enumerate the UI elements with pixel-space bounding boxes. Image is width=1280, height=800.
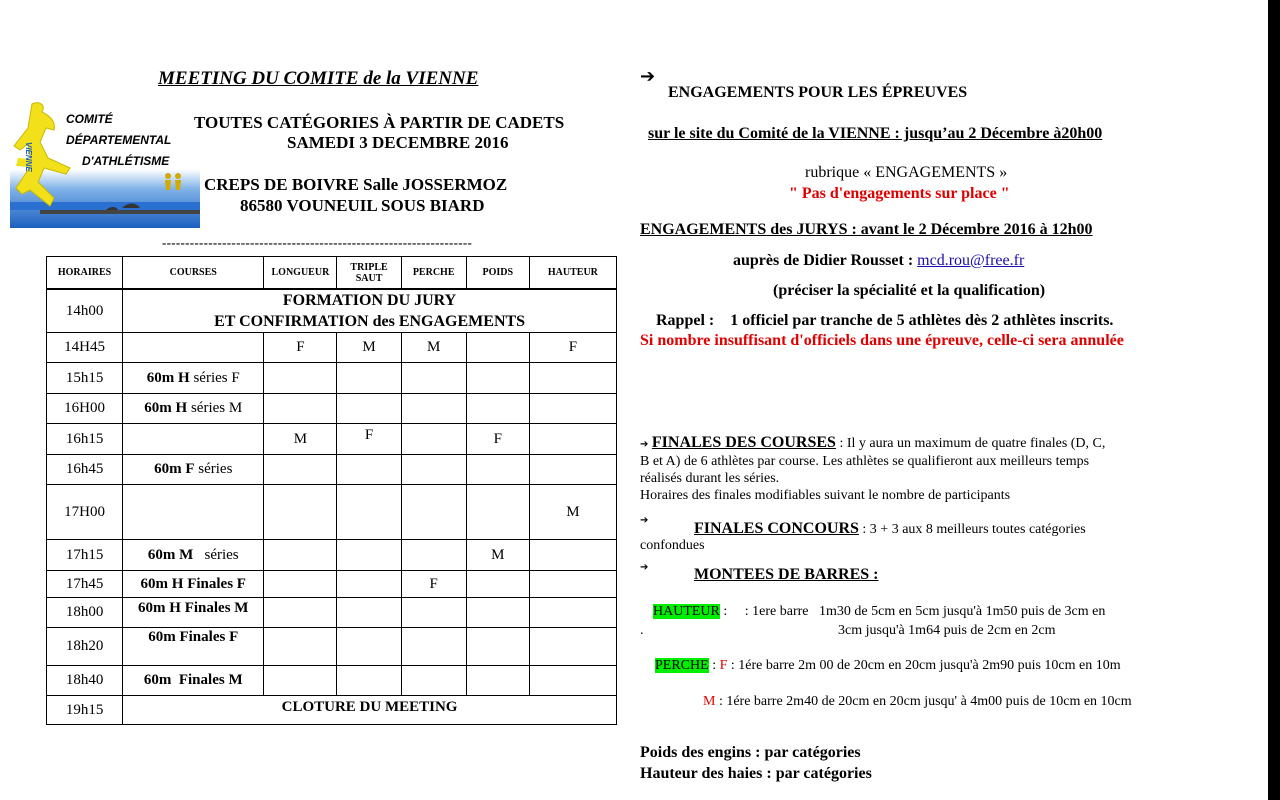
hauteur-cell	[529, 540, 616, 571]
perche-cell	[401, 424, 466, 455]
time-cell: 17H00	[47, 485, 123, 540]
course-detail: séries	[194, 461, 233, 477]
longueur-cell: F	[264, 333, 337, 363]
perche-cell: M	[401, 333, 466, 363]
table-row	[47, 571, 617, 598]
course-cell	[123, 333, 264, 363]
hauteur-text2: 3cm jusqu'à 1m64 puis de 2cm en 2cm	[838, 623, 1056, 638]
course-cell	[123, 455, 264, 485]
triple-saut-cell	[337, 455, 401, 485]
hauteur-cell	[529, 394, 616, 424]
contact-line	[733, 252, 1024, 270]
table-row	[47, 394, 617, 424]
triple-saut-cell	[337, 666, 401, 696]
triple-saut-cell	[337, 540, 401, 571]
table-row	[47, 485, 617, 540]
perche-f-line	[655, 658, 1121, 674]
triple-saut-cell: F	[337, 424, 401, 455]
course-name: 60m M	[147, 546, 194, 563]
finales-concours-text2: confondues	[640, 538, 705, 553]
course-detail: séries M	[187, 400, 243, 416]
poids-cell: F	[466, 424, 529, 455]
hauteur-cell	[529, 363, 616, 394]
hauteur-cell: M	[529, 485, 616, 540]
arrow-icon: ➔	[640, 66, 656, 87]
poids-cell	[466, 485, 529, 540]
time-cell: 16h15	[47, 424, 123, 455]
venue-line: CREPS DE BOIVRE Salle JOSSERMOZ	[204, 175, 508, 194]
longueur-cell	[264, 540, 337, 571]
montees-title: MONTEES DE BARRES :	[694, 566, 879, 583]
schedule-table	[46, 256, 617, 725]
longueur-cell	[264, 666, 337, 696]
perche-cell	[401, 540, 466, 571]
categories-line: TOUTES CATÉGORIES À PARTIR DE CADETS	[194, 113, 565, 132]
address-line: 86580 VOUNEUIL SOUS BIARD	[240, 196, 485, 215]
time-cell: 17h15	[47, 540, 123, 571]
perche-cell	[401, 455, 466, 485]
perche-cell	[401, 363, 466, 394]
table-row	[47, 540, 617, 571]
hauteur-dot: .	[640, 623, 644, 638]
engagements-title: ENGAGEMENTS POUR LES ÉPREUVES	[668, 84, 968, 101]
time-cell: 14h00	[47, 289, 123, 333]
triple-saut-cell: M	[337, 333, 401, 363]
triple-saut-cell	[337, 363, 401, 394]
table-row	[47, 455, 617, 485]
time-cell: 14H45	[47, 333, 123, 363]
course-cell	[123, 363, 264, 394]
logo-line-athletisme: D'ATHLÉTISME	[82, 154, 170, 168]
finales-courses-text1: : Il y aura un maximum de quatre finales (D, C,	[835, 436, 1106, 451]
time-cell: 18h40	[47, 666, 123, 696]
perche-m-text: : 1ére barre 2m40 de 20cm en 20cm jusqu' à 4m00 puis de 10cm en 10cm	[715, 694, 1132, 709]
course-name: 60m H	[144, 400, 188, 416]
poids-cell	[466, 455, 529, 485]
course-detail: séries F	[189, 369, 240, 386]
rappel-label: Rappel	[656, 312, 705, 329]
time-cell: 17h45	[47, 571, 123, 598]
longueur-cell	[264, 628, 337, 666]
rappel-warning: Si nombre insuffisant d'officiels dans une épreuve, celle-ci sera annulée	[640, 332, 1124, 349]
course-detail: séries	[193, 546, 239, 563]
course-cell: 60m H Finales F	[123, 571, 264, 598]
finales-courses-text4: Horaires des finales modifiables suivant le nombre de participants	[640, 488, 1011, 503]
no-place-warning: " Pas d'engagements sur place "	[789, 185, 1010, 202]
hauteur-cell	[529, 571, 616, 598]
col-header-poids: POIDS	[466, 257, 529, 290]
table-row	[47, 696, 617, 725]
longueur-cell	[264, 598, 337, 628]
jury-formation-cell	[123, 289, 617, 333]
perche-colon: :	[708, 658, 720, 673]
logo-line-departemental: DÉPARTEMENTAL	[66, 133, 172, 147]
jurys-deadline-line: ENGAGEMENTS des JURYS : avant le 2 Décembre 2016 à 12h00	[640, 221, 1093, 238]
poids-cell	[466, 628, 529, 666]
finales-courses-text2: B et A) de 6 athlètes par course. Les athlètes se qualifieront aux meilleurs temps	[640, 454, 1090, 469]
course-cell	[123, 485, 264, 540]
perche-m-label: M	[703, 694, 716, 709]
finales-concours-line	[694, 520, 1086, 538]
email-link[interactable]: mcd.rou@free.fr	[917, 252, 1025, 269]
course-cell	[123, 540, 264, 571]
perche-f-text: : 1ére barre 2m 00 de 20cm en 20cm jusqu'à 2m90 puis 10cm en 10m	[727, 658, 1121, 673]
hauteur-cell	[529, 628, 616, 666]
poids-cell	[466, 666, 529, 696]
longueur-cell	[264, 485, 337, 540]
finales-concours-title: FINALES CONCOURS	[694, 520, 859, 537]
col-header-horaires: HORAIRES	[47, 257, 123, 290]
perche-cell	[401, 666, 466, 696]
poids-cell	[466, 394, 529, 424]
time-cell: 16H00	[47, 394, 123, 424]
rappel-line	[656, 312, 1113, 330]
course-cell	[123, 424, 264, 455]
date-line: SAMEDI 3 DECEMBRE 2016	[287, 133, 509, 152]
course-name: 60m F	[154, 461, 195, 477]
hauteur-cell	[529, 455, 616, 485]
course-name: 60m H	[146, 369, 190, 386]
hauteur-line	[653, 604, 1105, 620]
triple-saut-cell	[337, 571, 401, 598]
course-cell: 60m Finales M	[123, 666, 264, 696]
perche-m-line	[703, 694, 1132, 710]
perche-cell	[401, 628, 466, 666]
hauteur-cell: F	[529, 333, 616, 363]
longueur-cell	[264, 571, 337, 598]
longueur-cell	[264, 455, 337, 485]
col-header-perche: PERCHE	[401, 257, 466, 290]
time-cell: 15h15	[47, 363, 123, 394]
poids-cell: M	[466, 540, 529, 571]
longueur-cell	[264, 363, 337, 394]
arrow-icon: ➔	[640, 562, 649, 573]
poids-cell	[466, 571, 529, 598]
logo-side-vienne: VIENNE	[24, 142, 33, 172]
table-row	[47, 289, 617, 333]
col-header-triple-saut: TRIPLE SAUT	[337, 257, 401, 290]
perche-cell: F	[401, 571, 466, 598]
contact-label: auprès de Didier Rousset :	[733, 252, 918, 269]
time-cell: 16h45	[47, 455, 123, 485]
poids-engins-line: Poids des engins : par catégories	[640, 744, 861, 761]
perche-label: PERCHE	[655, 658, 709, 673]
comite-logo	[10, 98, 200, 228]
col-header-courses: COURSES	[123, 257, 264, 290]
col-header-longueur: LONGUEUR	[264, 257, 337, 290]
longueur-cell: M	[264, 424, 337, 455]
preciser-line: (préciser la spécialité et la qualification)	[773, 282, 1046, 299]
time-cell: 18h20	[47, 628, 123, 666]
table-row	[47, 598, 617, 628]
rubrique-line: rubrique « ENGAGEMENTS »	[805, 164, 1008, 181]
perche-cell	[401, 394, 466, 424]
finales-concours-text1: : 3 + 3 aux 8 meilleurs toutes catégories	[858, 522, 1086, 537]
time-cell: 19h15	[47, 696, 123, 725]
table-row	[47, 363, 617, 394]
hauteur-label: HAUTEUR	[653, 604, 720, 619]
triple-saut-cell	[337, 598, 401, 628]
hauteur-haies-line: Hauteur des haies : par catégories	[640, 765, 872, 782]
course-cell: 60m H Finales M	[123, 598, 264, 628]
table-row	[47, 628, 617, 666]
rappel-text: : 1 officiel par tranche de 5 athlètes dès 2 athlètes inscrits.	[704, 312, 1114, 329]
dashed-separator: -------------------------------------------------------------------	[162, 235, 473, 250]
table-row	[47, 333, 617, 363]
poids-cell	[466, 598, 529, 628]
course-cell: 60m Finales F	[123, 628, 264, 666]
triple-saut-cell	[337, 394, 401, 424]
poids-cell	[466, 363, 529, 394]
table-header-row	[47, 257, 617, 290]
table-row	[47, 666, 617, 696]
longueur-cell	[264, 394, 337, 424]
hauteur-text1: : : 1ere barre 1m30 de 5cm en 5cm jusqu'à 1m50 puis de 3cm en	[719, 604, 1106, 619]
arrow-icon: ➔	[640, 439, 649, 450]
col-header-hauteur: HAUTEUR	[529, 257, 616, 290]
finales-courses-title: FINALES DES COURSES	[651, 434, 836, 451]
course-cell	[123, 394, 264, 424]
perche-cell	[401, 485, 466, 540]
table-row	[47, 424, 617, 455]
poids-cell	[466, 333, 529, 363]
jury-formation-line2: ET CONFIRMATION des ENGAGEMENTS	[214, 313, 526, 330]
closing-cell: CLOTURE DU MEETING	[123, 696, 617, 725]
finales-courses-block	[640, 434, 1105, 504]
site-deadline-line: sur le site du Comité de la VIENNE : jusqu’au 2 Décembre à20h00	[648, 125, 1103, 142]
arrow-icon: ➔	[640, 515, 649, 526]
hauteur-cell	[529, 598, 616, 628]
time-cell: 18h00	[47, 598, 123, 628]
perche-cell	[401, 598, 466, 628]
logo-line-comite: COMITÉ	[66, 112, 113, 126]
hauteur-cell	[529, 666, 616, 696]
jury-formation-line1: FORMATION DU JURY	[282, 292, 457, 309]
triple-saut-cell	[337, 485, 401, 540]
triple-saut-cell	[337, 628, 401, 666]
meeting-title: MEETING DU COMITE de la VIENNE	[158, 68, 479, 89]
finales-courses-text3: réalisés durant les séries.	[640, 471, 780, 486]
perche-f-label: F	[719, 658, 728, 673]
hauteur-cell	[529, 424, 616, 455]
